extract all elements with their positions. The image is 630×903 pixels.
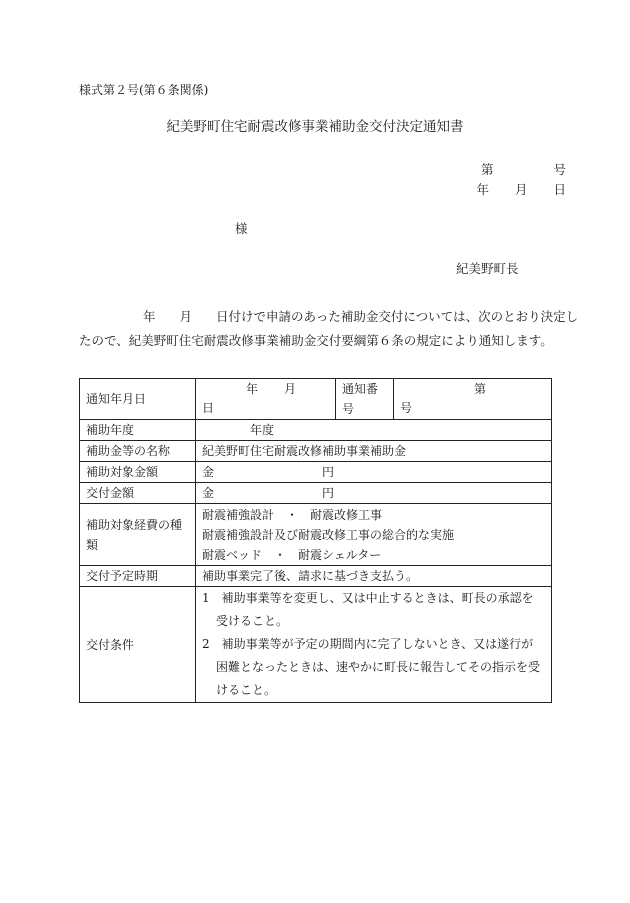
notice-number-dai: 第 xyxy=(474,382,487,396)
grant-amount-label: 交付金額 xyxy=(80,483,196,504)
notice-body xyxy=(79,305,579,353)
table-row xyxy=(80,441,552,462)
body-line-1 xyxy=(79,305,579,329)
grant-name-value: 紀美野町住宅耐震改修補助事業補助金 xyxy=(196,441,552,462)
table-row xyxy=(80,483,552,504)
target-amount-yen: 円 xyxy=(322,465,335,479)
table-row xyxy=(80,587,552,703)
notice-details-table xyxy=(79,378,552,703)
reference-date xyxy=(476,184,566,197)
notice-number-label: 通知番号 xyxy=(336,379,394,420)
table-row xyxy=(80,420,552,441)
notice-number-value xyxy=(394,379,552,420)
notice-date-value xyxy=(196,379,336,420)
issuer-name: 紀美野町長 xyxy=(456,261,519,276)
expense-types-value xyxy=(196,504,552,566)
reference-tsuki: 月 xyxy=(514,182,528,197)
reference-hi: 日 xyxy=(553,182,566,197)
notice-date-tsuki: 月 xyxy=(284,382,297,396)
conditions-value xyxy=(196,587,552,703)
target-amount-value xyxy=(196,462,552,483)
fiscal-year-text: 年度 xyxy=(250,423,275,437)
condition-1: 1 補助事業等を変更し、又は中止するときは、町長の承認を受けること。 xyxy=(202,591,534,628)
body-nen: 年 xyxy=(143,309,156,324)
condition-2: 2 補助事業等が予定の期間内に完了しないとき、又は遂行が困難となったときは、速やかに町長に報告してその指示を受けること。 xyxy=(202,637,541,697)
body-tsuki: 月 xyxy=(179,309,193,324)
grant-name-label: 補助金等の名称 xyxy=(80,441,196,462)
expense-types-label: 補助対象経費の種類 xyxy=(80,504,196,566)
conditions-label: 交付条件 xyxy=(80,587,196,703)
grant-amount-yen: 円 xyxy=(322,486,335,500)
table-row xyxy=(80,462,552,483)
fiscal-year-label: 補助年度 xyxy=(80,420,196,441)
expense-type-line-3: 耐震ベッド ・ 耐震シェルター xyxy=(202,547,382,562)
grant-amount-value xyxy=(196,483,552,504)
addressee-suffix: 様 xyxy=(235,221,248,236)
body-line1-text: 日付けで申請のあった補助金交付については、次のとおり決定し xyxy=(216,309,579,324)
form-number-label: 様式第２号(第６条関係) xyxy=(79,83,209,97)
expense-type-line-1: 耐震補強設計 ・ 耐震改修工事 xyxy=(202,507,383,522)
body-line-2: たので、紀美野町住宅耐震改修事業補助金交付要綱第６条の規定により通知します。 xyxy=(79,333,553,348)
notice-date-label: 通知年月日 xyxy=(80,379,196,420)
table-row xyxy=(80,566,552,587)
target-amount-label: 補助対象金額 xyxy=(80,462,196,483)
target-amount-kin: 金 xyxy=(202,465,215,479)
document-title: 紀美野町住宅耐震改修事業補助金交付決定通知書 xyxy=(166,119,464,135)
table-row xyxy=(80,504,552,566)
reference-number xyxy=(481,164,566,177)
notice-date-nen: 年 xyxy=(246,382,259,396)
reference-nen: 年 xyxy=(476,182,489,197)
reference-dai: 第 xyxy=(480,162,494,177)
table-row xyxy=(80,379,552,420)
reference-go: 号 xyxy=(553,162,566,177)
schedule-label: 交付予定時期 xyxy=(80,566,196,587)
notice-number-go: 号 xyxy=(400,401,413,415)
schedule-value: 補助事業完了後、請求に基づき支払う。 xyxy=(196,566,552,587)
fiscal-year-value xyxy=(196,420,552,441)
grant-amount-kin: 金 xyxy=(202,486,215,500)
notice-date-hi: 日 xyxy=(202,401,215,415)
expense-type-line-2: 耐震補強設計及び耐震改修工事の総合的な実施 xyxy=(202,527,455,542)
